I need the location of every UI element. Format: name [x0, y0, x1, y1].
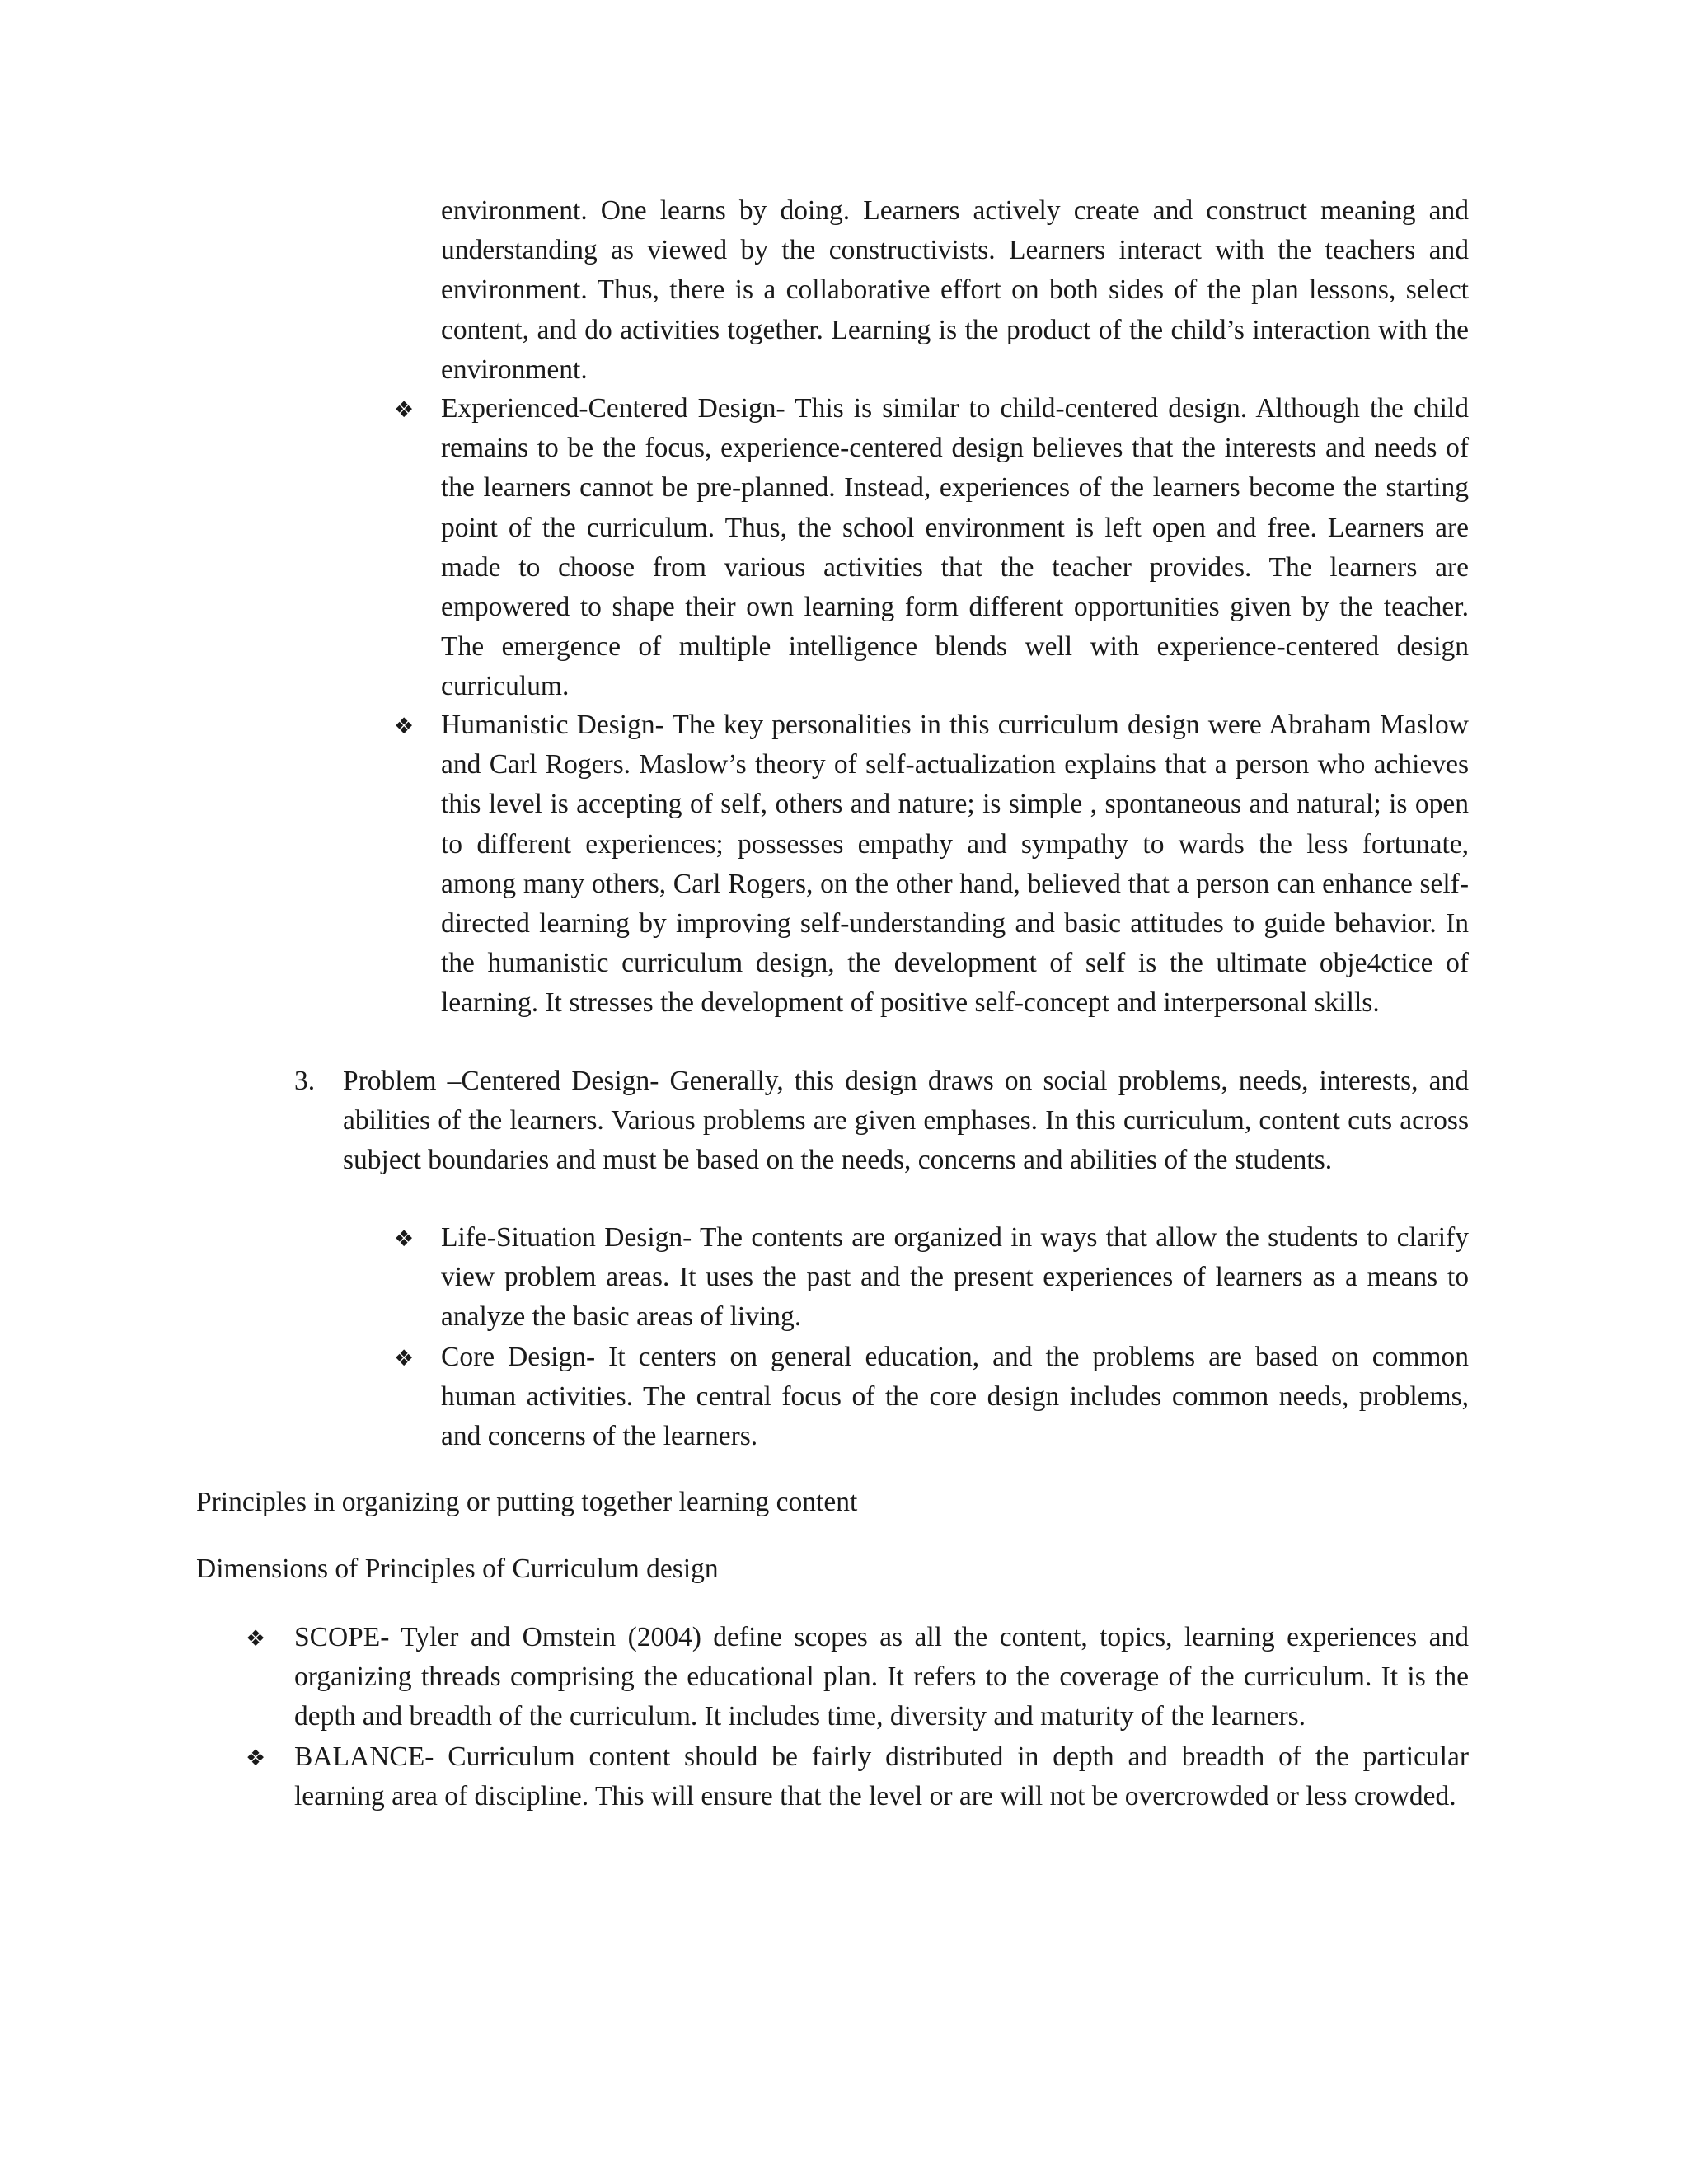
bullet-diamond-icon: ❖ [394, 1346, 415, 1371]
bullet-diamond-icon: ❖ [394, 397, 415, 423]
dimensions-heading: Dimensions of Principles of Curriculum design [196, 1554, 719, 1584]
bullet-diamond-icon: ❖ [394, 1226, 415, 1252]
scope-paragraph: SCOPE- Tyler and Omstein (2004) define scopes as all the content, topics, learning experiences and organizing threads comprising the educational plan. It refers to the coverage of the curriculum. It is the depth and breadth of the curriculum. It includes time, diversity and maturity of the learners. [294, 1622, 1469, 1732]
experience-centered-design-paragraph: Experienced-Centered Design- This is similar to child-centered design. Although the child remains to be the focus, experience-centered design believes that the interests and needs of the learners cannot be pre-planned. Instead, experiences of the learners become the starting point of the curriculum. Thus, the school environment is left open and free. Learners are made to choose from various activities that the teacher provides. The learners are empowered to shape their own learning form different opportunities given by the teacher. The emergence of multiple intelligence blends well with experience-centered design curriculum. [441, 393, 1469, 702]
core-design-paragraph: Core Design- It centers on general education, and the problems are based on common human activities. The central focus of the core design includes common needs, problems, and concerns of the learners. [441, 1342, 1469, 1452]
bullet-diamond-icon: ❖ [394, 714, 415, 739]
life-situation-design-paragraph: Life-Situation Design- The contents are organized in ways that allow the students to clarify view problem areas. It uses the past and the present experiences of learners as a means to analyze the basic areas of living. [441, 1222, 1469, 1333]
continuation-paragraph: environment. One learns by doing. Learners actively create and construct meaning and understanding as viewed by the constructivists. Learners interact with the teachers and environment. Thus, there is a collaborative effort on both sides of the plan lessons, select content, and do activities together. Learning is the product of the child’s interaction with the environment. [441, 195, 1469, 385]
principles-heading: Principles in organizing or putting together learning content [196, 1487, 858, 1517]
bullet-diamond-icon: ❖ [246, 1746, 266, 1771]
list-number: 3. [294, 1066, 316, 1096]
bullet-diamond-icon: ❖ [246, 1626, 266, 1652]
humanistic-design-paragraph: Humanistic Design- The key personalities in this curriculum design were Abraham Maslow and Carl Rogers. Maslow’s theory of self-actualization explains that a person who achieves this level is accepting of self, others and nature; is simple , spontaneous and natural; is open to different experiences; possesses empathy and sympathy to wards the less fortunate, among many others, Carl Rogers, on the other hand, believed that a person can enhance self-directed learning by improving self-understanding and basic attitudes to guide behavior. In the humanistic curriculum design, the development of self is the ultimate obje4ctice of learning. It stresses the development of positive self-concept and interpersonal skills. [441, 710, 1469, 1019]
balance-paragraph: BALANCE- Curriculum content should be fairly distributed in depth and breadth of the particular learning area of discipline. This will ensure that the level or are will not be overcrowded or less crowded. [294, 1741, 1469, 1812]
problem-centered-design-paragraph: Problem –Centered Design- Generally, this design draws on social problems, needs, interests, and abilities of the learners. Various problems are given emphases. In this curriculum, content cuts across subject boundaries and must be based on the needs, concerns and abilities of the students. [343, 1066, 1469, 1176]
